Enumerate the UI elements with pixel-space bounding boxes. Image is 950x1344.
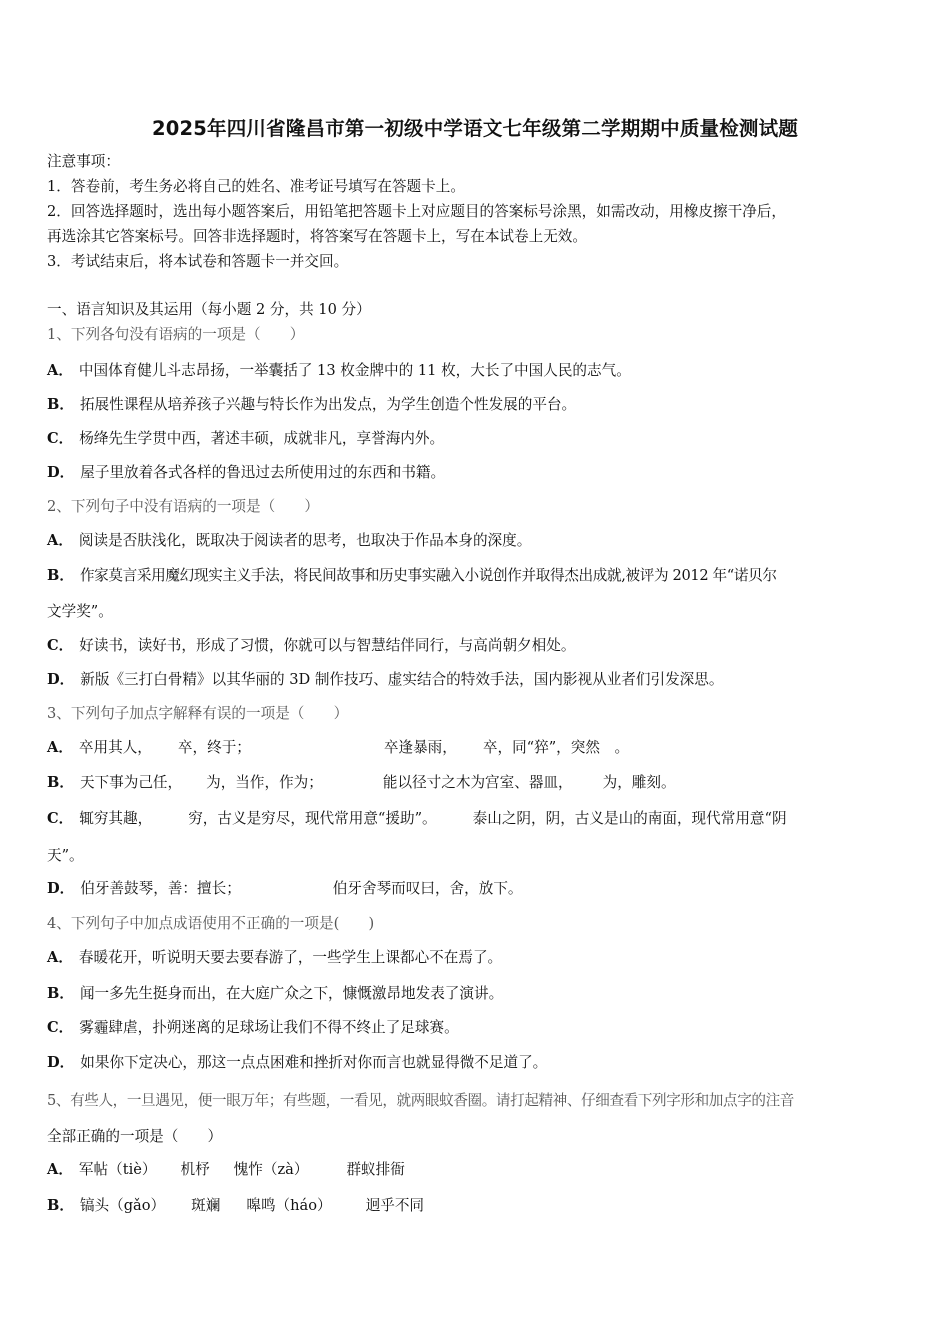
option-text: 闻一多先生挺身而出，在大庭广众之下，慷慨激昂地发表了演讲。 xyxy=(79,985,504,1002)
option-label: D． xyxy=(47,671,75,688)
option-part: 卒，同“猝”，突然 。 xyxy=(482,739,630,756)
option-label: B． xyxy=(47,1197,74,1214)
q2-option-d xyxy=(47,670,723,690)
option-word: 镐头（gǎo） xyxy=(79,1197,166,1214)
option-label: C． xyxy=(47,637,74,654)
option-part: 伯牙舍琴而叹曰，舍，放下。 xyxy=(332,880,523,897)
q3-option-a xyxy=(47,738,629,758)
option-word: 群蚁排衙 xyxy=(346,1161,405,1178)
q1-option-d xyxy=(47,463,445,483)
option-text: 中国体育健儿斗志昂扬，一举囊括了 13 枚金牌中的 11 枚，大长了中国人民的志气。 xyxy=(78,362,631,379)
q3-option-d xyxy=(47,879,523,899)
option-label: D． xyxy=(47,880,75,897)
option-label: C． xyxy=(47,1019,74,1036)
option-text: 屋子里放着各式各样的鲁迅过去所使用过的东西和书籍。 xyxy=(80,464,446,481)
option-word: 愧怍（zà） xyxy=(233,1161,309,1178)
option-text: 雾霾肆虐，扑朔迷离的足球场让我们不得不终止了足球赛。 xyxy=(79,1019,459,1036)
option-label: B． xyxy=(47,985,74,1002)
question-3-stem: 3、下列句子加点字解释有误的一项是（ ） xyxy=(47,705,349,722)
option-label: B． xyxy=(47,396,74,413)
option-part: 卒，终于； xyxy=(177,739,251,756)
option-label: C． xyxy=(47,430,74,447)
option-text: 新版《三打白骨精》以其华丽的 3D 制作技巧、虚实结合的特效手法，国内影视从业者们引发深思。 xyxy=(80,671,724,688)
option-part: 天下事为己任， xyxy=(79,774,183,791)
option-text: 作家莫言采用魔幻现实主义手法，将民间故事和历史事实融入小说创作并取得杰出成就,被评为 2012 年“诺贝尔 xyxy=(79,567,777,584)
option-word: 军帖（tiè） xyxy=(78,1161,157,1178)
option-text: 阅读是否肤浅化，既取决于阅读者的思考，也取决于作品本身的深度。 xyxy=(78,532,532,549)
notice-item-2: 2．回答选择题时，选出每小题答案后，用铅笔把答题卡上对应题目的答案标号涂黑，如需改动，用橡皮擦干净后， xyxy=(47,203,786,220)
option-word: 斑斓 xyxy=(191,1197,221,1214)
option-part: 卒用其人， xyxy=(78,739,152,756)
option-label: B． xyxy=(47,774,74,791)
notice-item-1: 1．答卷前，考生务必将自己的姓名、准考证号填写在答题卡上。 xyxy=(47,178,465,195)
option-label: D． xyxy=(47,1054,75,1071)
question-5-stem: 5、有些人，一旦遇见，便一眼万年；有些题，一看见，就两眼蚊香圈。请打起精神、仔细查看下列字形和加点字的注音 xyxy=(47,1092,794,1109)
option-part: 为，雕刻。 xyxy=(602,774,676,791)
q2-option-b-cont: 文学奖”。 xyxy=(47,603,113,620)
q3-option-b xyxy=(47,773,676,793)
option-text: 好读书，读好书，形成了习惯，你就可以与智慧结伴同行，与高尚朝夕相处。 xyxy=(79,637,576,654)
option-word: 嗥鸣（háo） xyxy=(246,1197,332,1214)
q5-option-b xyxy=(47,1196,424,1216)
option-part: 卒逢暴雨， xyxy=(383,739,457,756)
q3-option-c-cont: 天”。 xyxy=(47,847,84,864)
option-label: A． xyxy=(47,1161,73,1178)
question-5-stem-cont: 全部正确的一项是（ ） xyxy=(47,1128,223,1145)
notice-item-2-cont: 再选涂其它答案标号。回答非选择题时，将答案写在答题卡上，写在本试卷上无效。 xyxy=(47,228,587,245)
option-label: B． xyxy=(47,567,74,584)
q3-option-c xyxy=(47,809,787,829)
question-1-stem: 1、下列各句没有语病的一项是（ ） xyxy=(47,326,305,343)
option-word: 迥乎不同 xyxy=(365,1197,425,1214)
q2-option-b xyxy=(47,566,777,586)
q5-option-a xyxy=(47,1160,405,1180)
option-text: 春暖花开，听说明天要去要春游了，一些学生上课都心不在焉了。 xyxy=(78,949,503,966)
option-label: C． xyxy=(47,810,74,827)
q4-option-b xyxy=(47,984,503,1004)
q1-option-c xyxy=(47,429,444,449)
page-title: 2025年四川省隆昌市第一初级中学语文七年级第二学期期中质量检测试题 xyxy=(151,117,799,140)
option-part: 伯牙善鼓琴，善：擅长； xyxy=(80,880,241,897)
question-4-stem: 4、下列句子中加点成语使用不正确的一项是( ) xyxy=(47,915,375,932)
option-part: 泰山之阴，阴，古义是山的南面，现代常用意“阴 xyxy=(472,810,787,827)
q2-option-c xyxy=(47,636,575,656)
option-part: 能以径寸之木为宫室、器皿， xyxy=(382,774,573,791)
option-label: D． xyxy=(47,464,75,481)
option-label: A． xyxy=(47,362,73,379)
option-label: A． xyxy=(47,949,73,966)
option-label: A． xyxy=(47,532,73,549)
option-label: A． xyxy=(47,739,73,756)
option-text: 拓展性课程从培养孩子兴趣与特长作为出发点，为学生创造个性发展的平台。 xyxy=(79,396,577,413)
option-text: 杨绛先生学贯中西，著述丰硕，成就非凡，享誉海内外。 xyxy=(79,430,445,447)
option-part: 为，当作，作为； xyxy=(206,774,323,791)
notice-item-3: 3．考试结束后，将本试卷和答题卡一并交回。 xyxy=(47,253,349,270)
q1-option-a xyxy=(47,361,631,381)
q4-option-a xyxy=(47,948,502,968)
option-word: 机杼 xyxy=(180,1161,210,1178)
section-heading: 一、语言知识及其运用（每小题 2 分，共 10 分） xyxy=(47,301,371,318)
notice-heading: 注意事项： xyxy=(47,153,120,170)
q4-option-d xyxy=(47,1053,547,1073)
q1-option-b xyxy=(47,395,576,415)
q4-option-c xyxy=(47,1018,459,1038)
question-2-stem: 2、下列句子中没有语病的一项是（ ） xyxy=(47,498,319,515)
q2-option-a xyxy=(47,531,531,551)
option-text: 如果你下定决心，那这一点点困难和挫折对你而言也就显得微不足道了。 xyxy=(80,1054,548,1071)
option-part: 穷，古义是穷尽，现代常用意“援助”。 xyxy=(188,810,437,827)
option-part: 辄穷其趣， xyxy=(79,810,153,827)
